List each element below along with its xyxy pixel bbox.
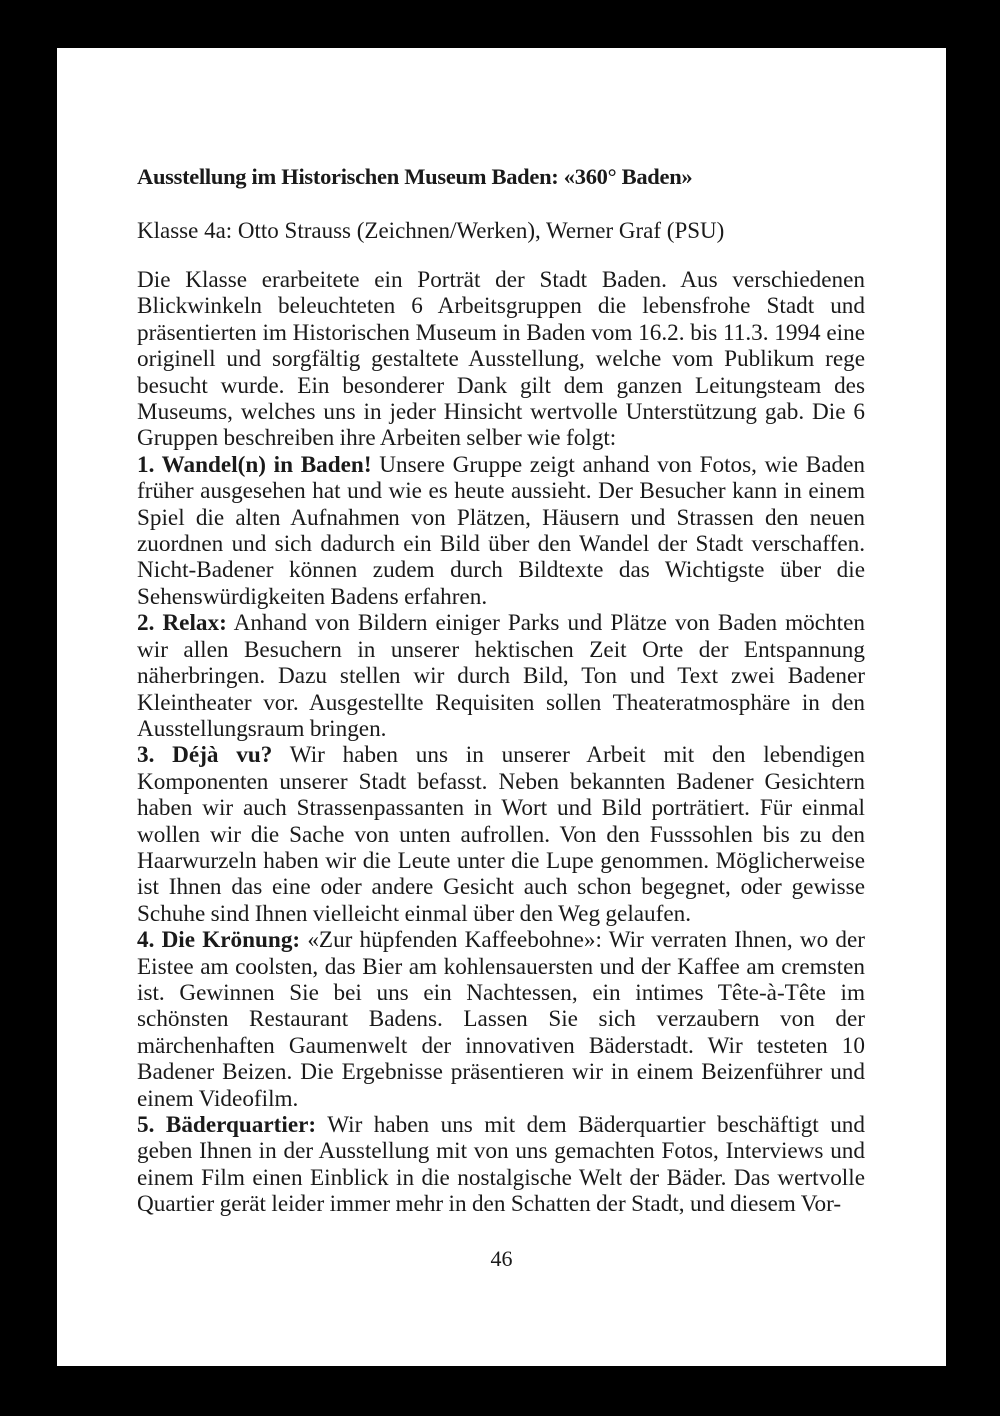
section-heading: 1. Wandel(n) in Baden! bbox=[137, 451, 372, 478]
section-paragraph bbox=[137, 927, 865, 1112]
section-paragraph bbox=[137, 452, 865, 610]
section-text: Wir haben uns mit dem Bäderquartier beschäftigt und geben Ihnen in der Ausstellung mit von uns gemachten Fotos, Interviews und einem Film einen Einblick in die nostalgische Welt der Bäder. Das wertvolle Quartier gerät leider immer mehr in den Schatten der Stadt, und diesem Vor- bbox=[137, 1112, 865, 1218]
section-heading: 5. Bäderquartier: bbox=[137, 1112, 317, 1138]
class-info: Klasse 4a: Otto Strauss (Zeichnen/Werken), Werner Graf (PSU) bbox=[137, 218, 725, 243]
page-number: 46 bbox=[490, 1246, 513, 1271]
section-paragraph bbox=[137, 742, 865, 927]
page-content bbox=[137, 160, 865, 1218]
section-text: «Zur hüpfenden Kaffeebohne»: Wir verraten Ihnen, wo der Eistee am coolsten, das Bier am kohlensauersten und der Kaffee am cremsten ist. Gewinnen Sie bei uns ein Nachtessen, ein intimes Tête-à-Tête im schönsten Restaurant Badens. Lassen Sie sich verzaubern von der märchenhaften Gaumenwelt der innovativen Bäderstadt. Wir testeten 10 Badener Beizen. Die Ergebnisse präsentieren wir in einem Beizenführer und einem Videofilm. bbox=[137, 927, 865, 1112]
section-paragraph bbox=[137, 1112, 865, 1218]
section-heading: 4. Die Krönung: bbox=[137, 927, 301, 954]
body-text bbox=[137, 267, 865, 1218]
document-title: Ausstellung im Historischen Museum Baden: «360° Baden» bbox=[137, 164, 693, 189]
intro-paragraph: Die Klasse erarbeitete ein Porträt der Stadt Baden. Aus verschiedenen Blickwinkeln beleuchteten 6 Arbeitsgruppen die lebensfrohe Stadt und präsentierten im Historischen Museum in Baden vom 16.2. bis 11.3. 1994 eine originell und sorgfältig gestaltete Ausstellung, welche vom Publikum rege besucht wurde. Ein besonderer Dank gilt dem ganzen Leitungsteam des Museums, welches uns in jeder Hinsicht wertvolle Unterstützung gab. Die 6 Gruppen beschreiben ihre Arbeiten selber wie folgt: bbox=[137, 267, 865, 452]
section-text: Anhand von Bildern einiger Parks und Plätze von Baden möchten wir allen Besuchern in unserer hektischen Zeit Orte der Entspannung näherbringen. Dazu stellen wir durch Bild, Ton und Text zwei Badener Kleintheater vor. Ausgestellte Requisiten sollen Theateratmosphäre in den Ausstellungsraum bringen. bbox=[137, 610, 865, 742]
section-heading: 3. Déjà vu? bbox=[137, 742, 273, 769]
section-text: Wir haben uns in unserer Arbeit mit den lebendigen Komponenten unserer Stadt befasst. Neben bekannten Badener Gesichtern haben wir auch Strassenpassanten in Wort und Bild porträtiert. Für einmal wollen wir die Sache von unten aufrollen. Von den Fusssohlen bis zu den Haarwurzeln haben wir die Leute unter die Lupe genommen. Möglicherweise ist Ihnen das eine oder andere Gesicht auch schon begegnet, oder gewisse Schuhe sind Ihnen vielleicht einmal über den Weg gelaufen. bbox=[137, 742, 865, 927]
document-page bbox=[57, 48, 946, 1366]
section-text: Unsere Gruppe zeigt anhand von Fotos, wie Baden früher ausgesehen hat und wie es heute aussieht. Der Besucher kann in einem Spiel die alten Aufnahmen von Plätzen, Häusern und Strassen den neuen zuordnen und sich dadurch ein Bild über den Wandel der Stadt verschaffen. Nicht-Badener können zudem durch Bildtexte das Wichtigste über die Sehenswürdigkeiten Badens erfahren. bbox=[137, 451, 866, 610]
section-paragraph bbox=[137, 610, 865, 742]
section-heading: 2. Relax: bbox=[137, 610, 227, 637]
